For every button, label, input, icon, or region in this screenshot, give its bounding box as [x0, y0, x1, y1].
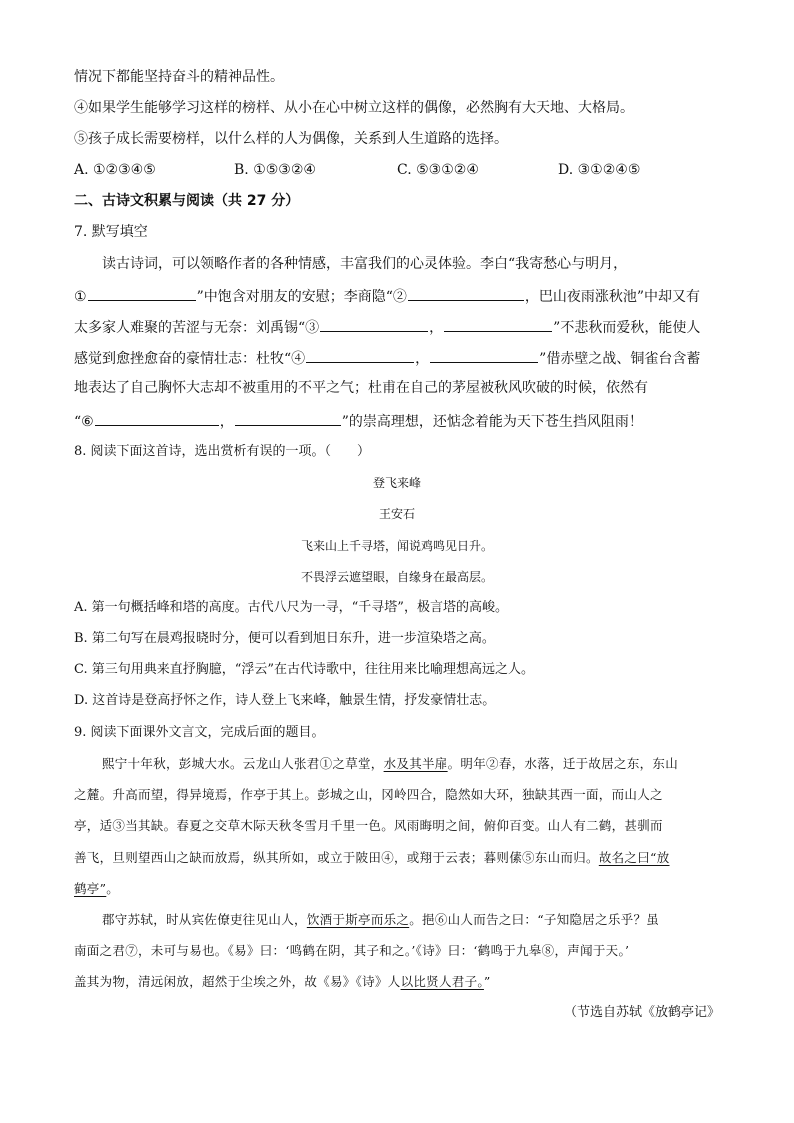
q8-option-a[interactable]: A. 第一句概括峰和塔的高度。古代八尺为一寻，“千寻塔”，极言塔的高峻。 — [74, 600, 508, 615]
blank-6b[interactable] — [235, 411, 341, 426]
passage-p1-line-2: 之麓。升高而望，得异境焉，作亭于其上。彭城之山，冈岭四合，隐然如大环，独缺其西一面，而山人之 — [74, 787, 663, 802]
blank-2[interactable] — [408, 286, 524, 301]
passage-p1-line-5 — [74, 880, 724, 898]
blank-4b[interactable] — [430, 348, 538, 363]
q6-option-c[interactable]: C. ⑤③①②④ — [397, 162, 479, 178]
q7-line-2 — [74, 286, 724, 306]
q7-line-6 — [74, 411, 724, 431]
passage-p2-line-1 — [102, 911, 722, 929]
q6-option-a[interactable]: A. ①②③④⑤ — [74, 162, 156, 178]
q8-option-c[interactable]: C. 第三句用典来直抒胸臆，“浮云”在古代诗歌中，往往用来比喻理想高远之人。 — [74, 662, 535, 677]
q7-title: 7. 默写填空 — [74, 224, 148, 240]
q7-l3-start: 太多家人难聚的苦涩与无奈：刘禹锡“③ — [74, 320, 320, 336]
q8-option-d[interactable]: D. 这首诗是登高抒怀之作，诗人登上飞来峰，触景生情，抒发豪情壮志。 — [74, 693, 496, 708]
q8-title: 8. 阅读下面这首诗，选出赏析有误的一项。（ ） — [74, 444, 371, 459]
passage-p2-line-3 — [74, 973, 724, 991]
q7-line-5: 地表达了自己胸怀大志却不被重用的不平之气；杜甫在自己的茅屋被秋风吹破的时候，依然有 — [74, 380, 648, 396]
passage-source: （节选自苏轼《放鹤亭记》 — [563, 1005, 720, 1020]
q7-l4-start: 感觉到愈挫愈奋的豪情壮志：杜牧“④ — [74, 351, 306, 367]
q6-options — [74, 161, 724, 179]
q6-line-3: ⑤孩子成长需要榜样，以什么样的人为偶像，关系到人生道路的选择。 — [74, 131, 508, 147]
q7-l4-end: ”借赤壁之战、铜雀台含蓄 — [539, 351, 701, 367]
poem-line-2: 不畏浮云遮望眼，自缘身在最高层。 — [300, 570, 493, 584]
q7-l6-start: “⑥ — [74, 414, 94, 430]
poem-line-1: 飞来山上千寻塔，闻说鸡鸣见日升。 — [300, 539, 493, 553]
p2-l3-a: 盖其为物，清远闲放，超然于尘埃之外，故《易》《诗》人 — [74, 974, 401, 989]
underlined-phrase-1: 水及其半扉 — [383, 756, 448, 771]
passage-p1-line-4 — [74, 849, 724, 867]
q7-l3-comma: ， — [429, 320, 444, 336]
q7-l6-end: ”的崇高理想，还惦念着能为天下苍生挡风阻雨！ — [341, 414, 643, 430]
q7-l2-label: ① — [74, 289, 87, 305]
underlined-phrase-2a: 故名之曰“放 — [598, 850, 670, 865]
underlined-phrase-3: 饮酒于斯亭而乐之 — [306, 912, 410, 927]
p2-l3-b: ” — [483, 974, 491, 989]
blank-3b[interactable] — [444, 317, 552, 332]
underlined-phrase-4: 以比贤人君子。 — [400, 974, 484, 989]
q7-l2-mid: ”中饱含对朋友的安慰；李商隐“② — [196, 289, 407, 305]
q7-l6-comma: ， — [219, 414, 234, 430]
p2-l1-a: 郡守苏轼，时从宾佐僚吏往见山人， — [102, 912, 307, 927]
q9-title: 9. 阅读下面课外文言文，完成后面的题目。 — [74, 725, 325, 740]
p1-l5-b: 。 — [106, 881, 120, 896]
passage-p2-line-2: 南面之君⑦，未可与易也。《易》曰：‘鸣鹤在阴，其子和之。’《诗》曰：‘鹤鸣于九皋⑧，声闻于天。’ — [74, 943, 630, 958]
p1-l1-b: 。明年②春，水落，迁于故居之东，东山 — [447, 756, 679, 771]
q6-option-d[interactable]: D. ③①②④⑤ — [558, 162, 641, 178]
blank-1[interactable] — [88, 286, 196, 301]
q6-line-2: ④如果学生能够学习这样的榜样、从小在心中树立这样的偶像，必然胸有大天地、大格局。 — [74, 100, 634, 116]
q7-l4-comma: ， — [415, 351, 430, 367]
poem-title: 登飞来峰 — [372, 476, 421, 490]
p1-l4-a: 善飞，旦则望西山之缺而放焉，纵其所如，或立于陂田④，或翔于云表；暮则傃⑤东山而归。 — [74, 850, 599, 865]
p2-l1-b: 。挹⑥山人而告之曰：“子知隐居之乐乎？虽 — [409, 912, 660, 927]
q6-option-b[interactable]: B. ①⑤③②④ — [234, 162, 316, 178]
underlined-phrase-2b: 鹤亭” — [74, 881, 107, 896]
passage-p1-line-1 — [102, 755, 722, 773]
blank-3a[interactable] — [320, 317, 428, 332]
q7-l2-end: ，巴山夜雨涨秋池”中却又有 — [524, 289, 701, 305]
passage-p1-line-3: 亭，适③当其缺。春夏之交草木际天秋冬雪月千里一色。风雨晦明之间，俯仰百变。山人有二鹤，甚驯而 — [74, 818, 663, 833]
blank-4a[interactable] — [306, 348, 414, 363]
q7-line-4 — [74, 348, 724, 368]
q7-line-1: 读古诗词，可以领略作者的各种情感，丰富我们的心灵体验。李白“我寄愁心与明月， — [102, 256, 628, 272]
poem-author: 王安石 — [378, 507, 415, 521]
q6-line-1: 情况下都能坚持奋斗的精神品性。 — [74, 69, 284, 85]
p1-l1-a: 熙宁十年秋，彭城大水。云龙山人张君①之草堂， — [102, 756, 384, 771]
blank-6a[interactable] — [95, 411, 219, 426]
q7-l3-end: ”不悲秋而爱秋，能使人 — [553, 320, 701, 336]
section-2-title: 二、古诗文积累与阅读（共 27 分） — [74, 193, 300, 209]
q7-line-3 — [74, 317, 724, 337]
q8-option-b[interactable]: B. 第二句写在晨鸡报晓时分，便可以看到旭日东升，进一步渲染塔之高。 — [74, 631, 495, 646]
